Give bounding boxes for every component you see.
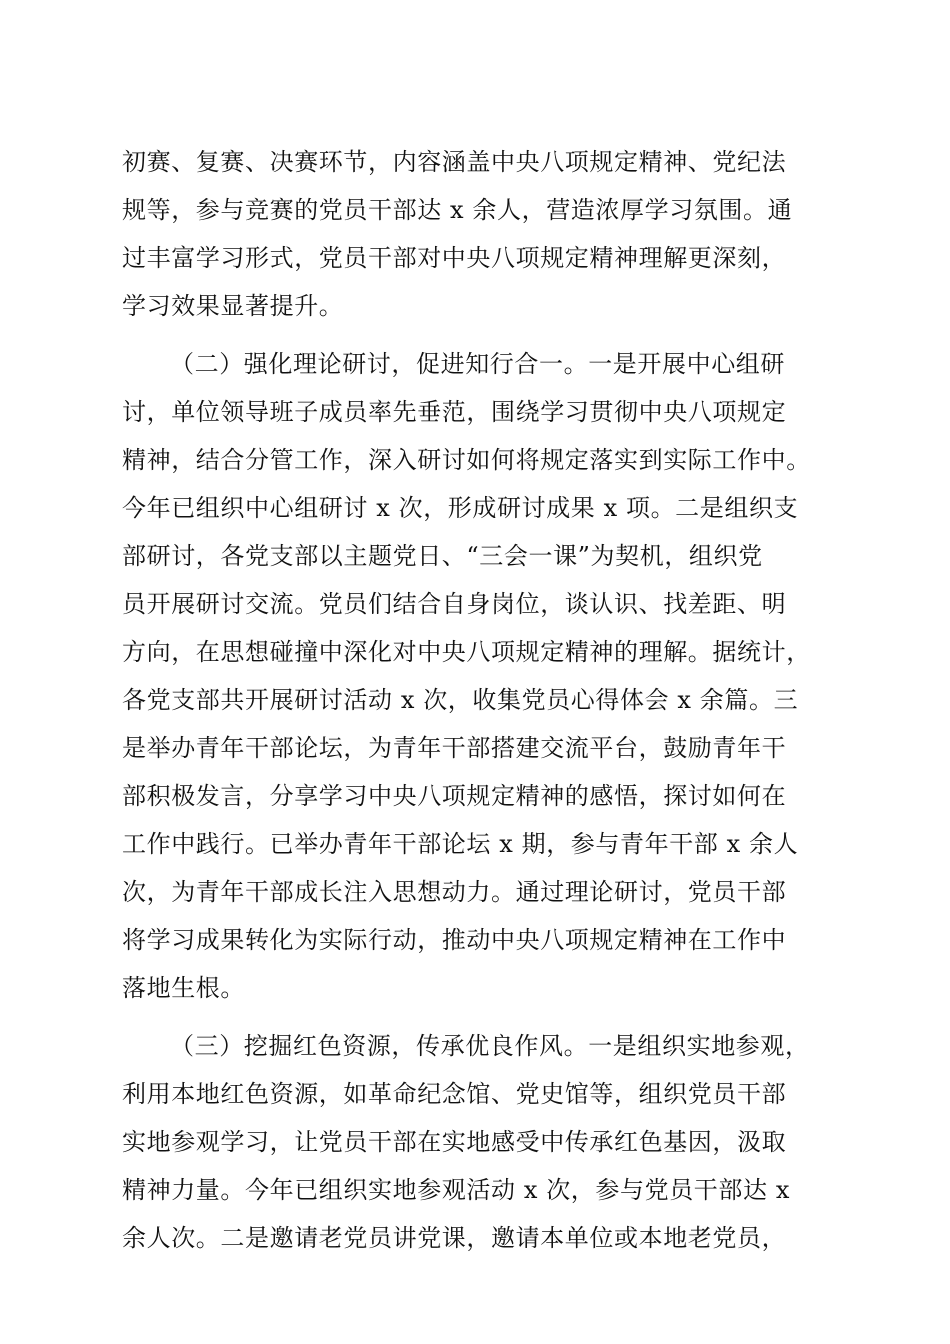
section-heading-line: （二）强化理论研讨，促进知行合一。一是开展中心组研: [170, 350, 785, 378]
text-line: 初赛、复赛、决赛环节，内容涵盖中央八项规定精神、党纪法: [122, 148, 787, 176]
text-line: 实地参观学习，让党员干部在实地感受中传承红色基因，汲取: [122, 1128, 787, 1156]
text-line: 落地生根。: [122, 974, 245, 1002]
text-line: 各党支部共开展研讨活动 x 次，收集党员心得体会 x 余篇。三: [122, 686, 799, 714]
text-line: 员开展研讨交流。党员们结合自身岗位，谈认识、找差距、明: [122, 590, 787, 618]
text-line: 方向，在思想碰撞中深化对中央八项规定精神的理解。据统计，: [122, 638, 811, 666]
text-line: 规等，参与竞赛的党员干部达 x 余人，营造浓厚学习氛围。通: [122, 196, 793, 224]
text-line: 利用本地红色资源，如革命纪念馆、党史馆等，组织党员干部: [122, 1080, 787, 1108]
text-line: 部研讨，各党支部以主题党日、“三会一课”为契机，组织党: [122, 542, 763, 570]
text-line: 部积极发言，分享学习中央八项规定精神的感悟，探讨如何在: [122, 782, 787, 810]
text-line: 是举办青年干部论坛，为青年干部搭建交流平台，鼓励青年干: [122, 734, 787, 762]
text-line: 次，为青年干部成长注入思想动力。通过理论研讨，党员干部: [122, 878, 787, 906]
text-line: 学习效果显著提升。: [122, 292, 344, 320]
text-line: 工作中践行。已举办青年干部论坛 x 期，参与青年干部 x 余人: [122, 830, 799, 858]
text-line: 今年已组织中心组研讨 x 次，形成研讨成果 x 项。二是组织支: [122, 494, 799, 522]
text-line: 余人次。二是邀请老党员讲党课，邀请本单位或本地老党员，: [122, 1224, 787, 1252]
text-line: 精神，结合分管工作，深入研讨如何将规定落实到实际工作中。: [122, 446, 811, 474]
text-line: 讨，单位领导班子成员率先垂范，围绕学习贯彻中央八项规定: [122, 398, 787, 426]
text-line: 过丰富学习形式，党员干部对中央八项规定精神理解更深刻，: [122, 244, 787, 272]
text-line: 将学习成果转化为实际行动，推动中央八项规定精神在工作中: [122, 926, 787, 954]
section-heading-line: （三）挖掘红色资源，传承优良作风。一是组织实地参观，: [170, 1032, 810, 1060]
text-line: 精神力量。今年已组织实地参观活动 x 次，参与党员干部达 x: [122, 1176, 790, 1204]
